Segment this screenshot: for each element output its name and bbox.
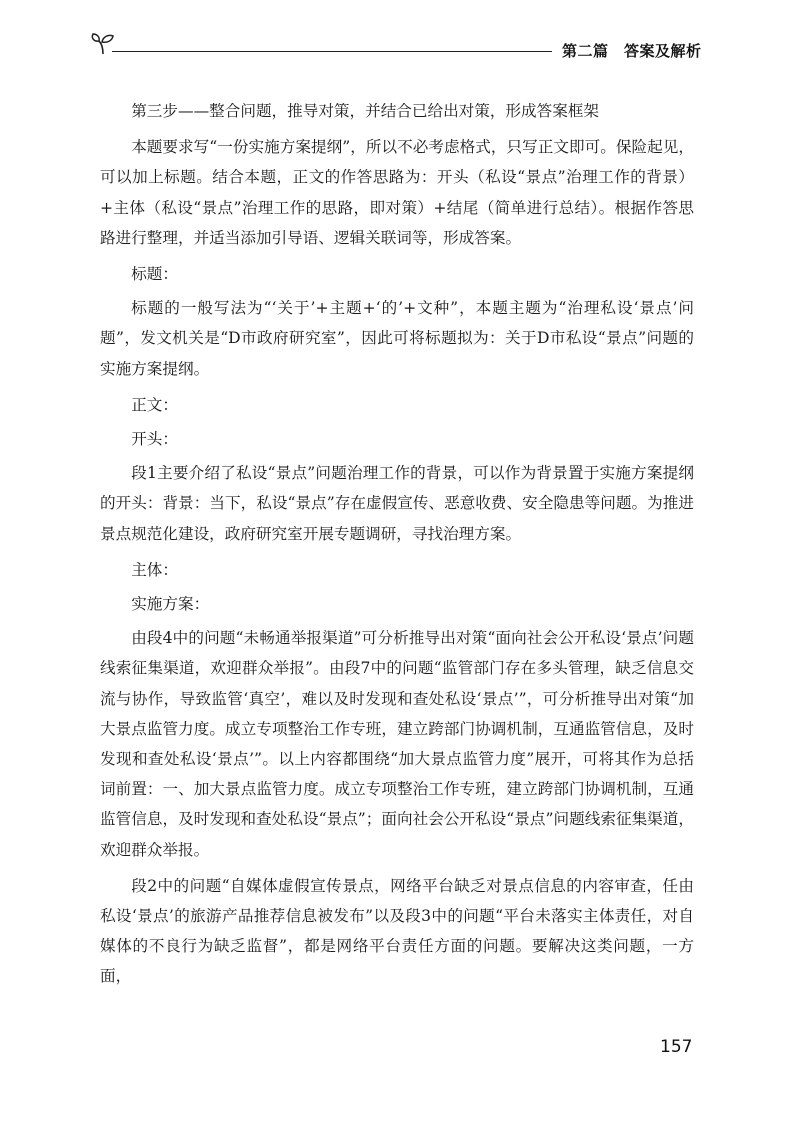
- sprout-icon: [90, 30, 116, 56]
- page-header: [0, 0, 800, 70]
- subheading-title: 标题：: [131, 265, 178, 284]
- section-title: 第二篇 答案及解析: [562, 42, 702, 60]
- paragraph: 由段4中的问题“未畅通举报渠道”可分析推导出对策“面向社会公开私设‘景点’问题线索征集渠道，欢迎群众举报”。由段7中的问题“监管部门存在多头管理，缺乏信息交流与协作，导致监管‘真空’，难以及时发现和查处私设‘景点’”，可分析推导出对策“加大景点监管力度。成立专项整治工作专班，建立跨部门协调机制，互通监管信息，及时发现和查处私设‘景点’”。以上内容都围绕“加大景点监管力度”展开，可将其作为总括词前置：一、加大景点监管力度。成立专项整治工作专班，建立跨部门协调机制，互通监管信息，及时发现和查处私设“景点”；面向社会公开私设“景点”问题线索征集渠道，欢迎群众举报。: [100, 629, 694, 859]
- subheading-plan: 实施方案：: [131, 595, 210, 614]
- page-body: [100, 96, 694, 998]
- subheading-body: 正文：: [131, 395, 178, 414]
- header-rule: [112, 51, 552, 52]
- header-rule-dash: [530, 51, 538, 52]
- paragraph: 本题要求写“一份实施方案提纲”，所以不必考虑格式，只写正文即可。保险起见，可以加上标题。结合本题，正文的作答思路为：开头（私设“景点”治理工作的背景）+主体（私设“景点”治理工作的思路，即对策）+结尾（简单进行总结）。根据作答思路进行整理，并适当添加引导语、逻辑关联词等，形成答案。: [100, 138, 694, 247]
- paragraph: 段2中的问题“自媒体虚假宣传景点，网络平台缺乏对景点信息的内容审查，任由私设‘景点’的旅游产品推荐信息被发布”以及段3中的问题“平台未落实主体责任，对自媒体的不良行为缺乏监督”，都是网络平台责任方面的问题。要解决这类问题，一方面，: [100, 876, 694, 986]
- paragraph: 标题的一般写法为“‘关于’+主题+‘的’+文种”，本题主题为“治理私设‘景点’问题”，发文机关是“D市政府研究室”，因此可将标题拟为：关于D市私设“景点”问题的实施方案提纲。: [100, 299, 694, 378]
- header-rule-dash: [544, 51, 552, 52]
- step-heading: 第三步——整合问题，推导对策，并结合已给出对策，形成答案框架: [131, 102, 600, 120]
- paragraph: 段1主要介绍了私设“景点”问题治理工作的背景，可以作为背景置于实施方案提纲的开头：背景：当下，私设“景点”存在虚假宣传、恶意收费、安全隐患等问题。为推进景点规范化建设，政府研究室开展专题调研，寻找治理方案。: [100, 464, 694, 543]
- page-number: 157: [660, 1037, 693, 1057]
- subheading-main: 主体：: [131, 560, 178, 579]
- subheading-opening: 开头：: [131, 430, 178, 449]
